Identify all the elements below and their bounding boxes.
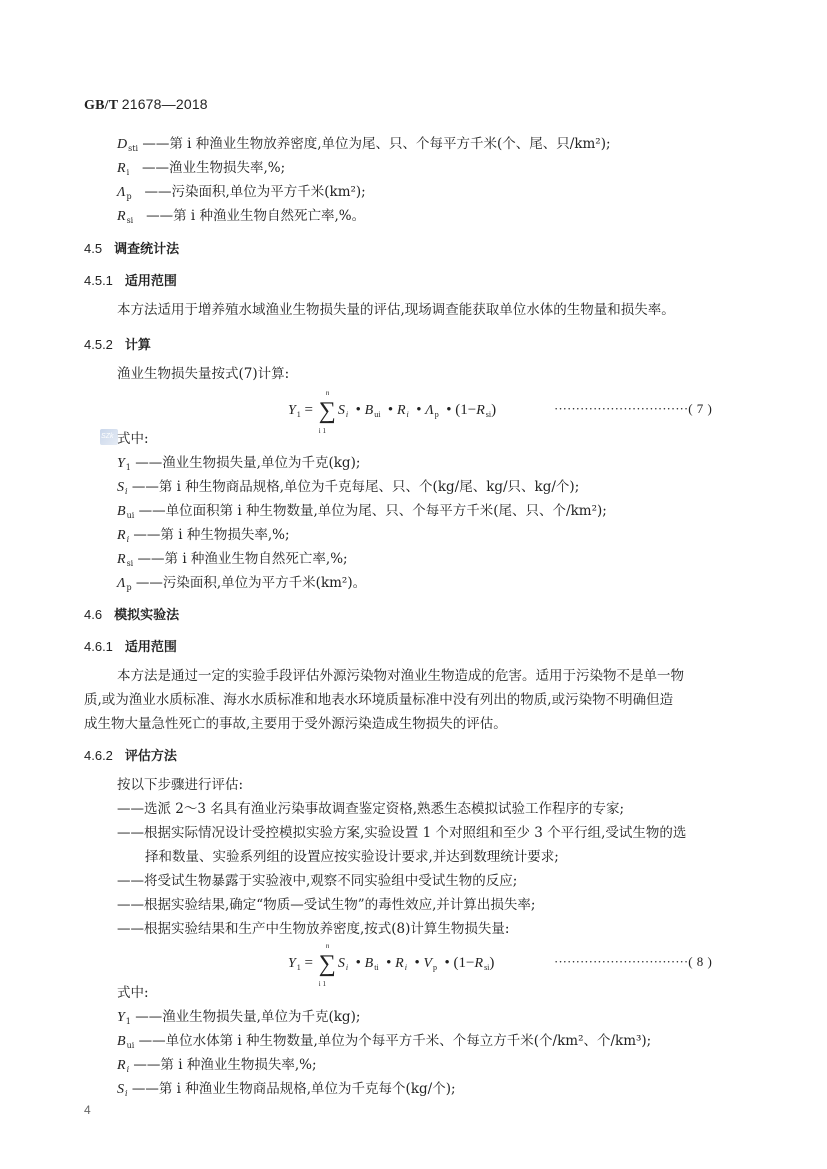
section-title: 评估方法 [124, 749, 177, 764]
formula-lhs-subscript: 1 [296, 410, 301, 419]
section-number: 4.6.2 [84, 748, 113, 763]
list-item: ——将受试生物暴露于实验液中,观察不同实验组中受试生物的反应; [117, 873, 518, 889]
paragraph: 本方法适用于增养殖水域渔业生物损失量的评估,现场调查能获取单位水体的生物量和损失率。 [117, 302, 675, 318]
section-number: 4.5.1 [84, 273, 113, 288]
symbol-subscript: 1 [125, 1017, 131, 1026]
symbol: Y [117, 1010, 125, 1025]
symbol-subscript: i [126, 535, 130, 544]
definition-row [117, 1081, 456, 1102]
formula-lhs: Y [288, 403, 296, 418]
section-title: 适用范围 [124, 640, 177, 655]
symbol: R [117, 1058, 126, 1073]
definition-text: ——第 i 种生物商品规格,单位为千克每尾、只、个(kg/尾、kg/只、kg/个); [131, 479, 580, 495]
definition-row [117, 1033, 651, 1054]
definition-row [117, 136, 611, 157]
definition-row [117, 527, 290, 548]
symbol: B [117, 1034, 126, 1049]
paragraph-line: 质,或为渔业水质标准、海水水质标准和地表水环境质量标准中没有列出的物质,或污染物不明确但造 [84, 692, 674, 708]
symbol-subscript: i [126, 168, 130, 177]
sum-upper-limit: n [325, 389, 330, 397]
symbol: Y [117, 456, 125, 471]
section-number: 4.5 [84, 241, 103, 256]
summation-symbol: ∑ n i 1 [318, 389, 336, 435]
section-heading [84, 636, 177, 655]
definition-row [117, 1009, 360, 1030]
definition-row [117, 503, 607, 524]
standard-number: 21678—2018 [121, 96, 208, 112]
symbol-subscript: ui [126, 1041, 135, 1050]
definition-row [117, 184, 366, 205]
equation-number: ( 7 ) [688, 401, 713, 416]
equation-number-7 [554, 401, 712, 417]
symbol: S [117, 480, 124, 495]
equation-number-8 [554, 954, 712, 970]
symbol-subscript: 1 [125, 463, 131, 472]
definition-text: ——污染面积,单位为平方千米(km²)。 [135, 575, 367, 591]
page-number: 4 [84, 1103, 91, 1117]
sum-lower-limit: i 1 [318, 980, 326, 988]
definition-row [117, 455, 360, 476]
symbol: R [117, 161, 126, 176]
symbol-subscript: p [126, 192, 132, 201]
section-title: 调查统计法 [114, 242, 180, 257]
list-item: ——根据实验结果和生产中生物放养密度,按式(8)计算生物损失量: [117, 921, 510, 937]
symbol: S [117, 1082, 124, 1097]
summation-symbol: ∑ n i 1 [318, 942, 336, 988]
section-heading [84, 604, 179, 623]
formula-7: $Y_1$ = ∑ n i 1 $S_i$ • $B_{ui}$ • $R_i$ • $\Lambda_p$ • $(1-R_{si})$ [288, 389, 497, 435]
symbol: R [117, 552, 126, 567]
definition-text: ——渔业生物损失量,单位为千克(kg); [135, 1009, 361, 1025]
definition-text: ——渔业生物损失率,%; [142, 160, 286, 176]
sum-upper-limit: n [325, 942, 330, 950]
list-item-continuation: 择和数量、实验系列组的设置应按实验设计要求,并达到数理统计要求; [145, 849, 559, 865]
symbol-subscript: i [125, 487, 128, 496]
definition-text: ——第 i 种渔业生物损失率,%; [133, 1057, 317, 1073]
symbol: D [117, 137, 128, 152]
symbol: Λ [117, 576, 126, 591]
definition-row [117, 551, 348, 572]
where-label: 式中: [117, 985, 149, 1001]
formula-8: $Y_1$ = ∑ n i 1 $S_i$ • $B_{ti}$ • $R_i$ • $V_p$ • $(1-R_{si})$ [288, 942, 495, 988]
definition-row [117, 208, 365, 229]
symbol-subscript: i [126, 1065, 130, 1074]
symbol: R [117, 209, 126, 224]
list-item: ——根据实验结果,确定“物质—受试生物”的毒性效应,并计算出损失率; [117, 897, 536, 913]
definition-text: ——第 i 种渔业生物自然死亡率,%。 [146, 208, 366, 224]
list-item: ——选派 2～3 名具有渔业污染事故调查鉴定资格,熟悉生态模拟试验工作程序的专家; [117, 801, 625, 817]
definition-text: ——第 i 种生物损失率,%; [133, 527, 290, 543]
definition-text: ——渔业生物损失量,单位为千克(kg); [135, 455, 361, 471]
watermark-logo-icon: SZk [100, 429, 118, 445]
symbol: B [117, 504, 126, 519]
definition-text: ——第 i 种渔业生物放养密度,单位为尾、只、个每平方千米(个、尾、只/km²); [142, 136, 611, 152]
section-number: 4.5.2 [84, 337, 113, 352]
definition-row [117, 479, 579, 500]
paragraph: 按以下步骤进行评估: [117, 777, 244, 793]
symbol-subscript: ui [126, 511, 135, 520]
standard-code-header [84, 96, 208, 114]
symbol: Λ [117, 185, 126, 200]
section-heading [84, 238, 179, 257]
equation-number: ( 8 ) [688, 954, 713, 969]
leader-dots: ······························· [554, 954, 689, 969]
symbol-subscript: si [126, 559, 134, 568]
section-title: 计算 [124, 338, 151, 353]
definition-text: ——单位面积第 i 种生物数量,单位为尾、只、个每平方千米(尾、只、个/km²); [138, 503, 607, 519]
symbol-subscript: sti [128, 144, 139, 153]
section-heading [84, 270, 177, 289]
symbol-subscript: i [125, 1089, 128, 1098]
standard-prefix: GB/T [84, 98, 119, 113]
paragraph: 渔业生物损失量按式(7)计算: [117, 366, 290, 382]
list-item: ——根据实际情况设计受控模拟实验方案,实验设置 1 个对照组和至少 3 个平行组,受试生物的选 [117, 825, 687, 841]
definition-text: ——污染面积,单位为平方千米(km²); [144, 184, 366, 200]
symbol-subscript: p [126, 583, 132, 592]
definition-row [117, 575, 366, 596]
definition-row [117, 1057, 317, 1078]
definition-row [117, 160, 285, 181]
section-heading [84, 334, 151, 353]
paragraph-line: 成生物大量急性死亡的事故,主要用于受外源污染造成生物损失的评估。 [84, 716, 507, 732]
section-title: 模拟实验法 [114, 608, 180, 623]
sum-lower-limit: i 1 [318, 427, 326, 435]
section-number: 4.6 [84, 607, 103, 622]
symbol: R [117, 528, 126, 543]
formula-lhs-subscript: 1 [296, 963, 301, 972]
where-label: 式中: [117, 431, 149, 447]
paragraph-line: 本方法是通过一定的实验手段评估外源污染物对渔业生物造成的危害。适用于污染物不是单一物 [117, 668, 684, 684]
definition-text: ——第 i 种渔业生物商品规格,单位为千克每个(kg/个); [131, 1081, 456, 1097]
leader-dots: ······························· [554, 401, 689, 416]
section-title: 适用范围 [124, 274, 177, 289]
formula-lhs: Y [288, 956, 296, 971]
section-heading [84, 745, 177, 764]
definition-text: ——单位水体第 i 种生物数量,单位为个每平方千米、个每立方千米(个/km²、个/km³); [138, 1033, 652, 1049]
section-number: 4.6.1 [84, 639, 113, 654]
symbol-subscript: si [126, 216, 134, 225]
definition-text: ——第 i 种渔业生物自然死亡率,%; [137, 551, 348, 567]
